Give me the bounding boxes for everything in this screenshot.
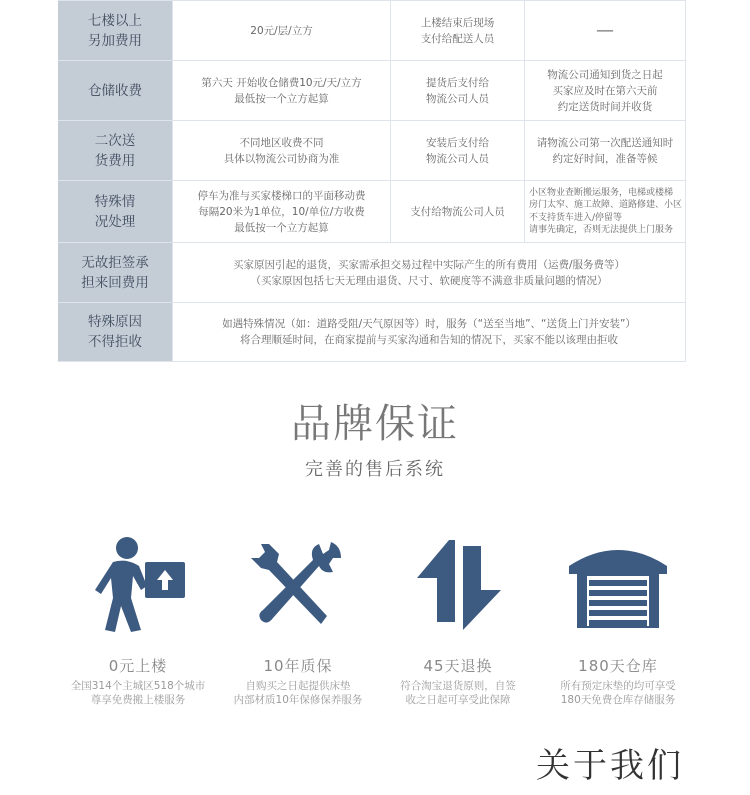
payment-cell: 安装后支付给 物流公司人员 — [390, 121, 524, 180]
feature-item — [58, 536, 218, 707]
payment-cell: 上楼结束后现场 支付给配送人员 — [390, 1, 524, 60]
table-row — [58, 0, 686, 60]
return-arrows-icon — [403, 536, 513, 632]
row-header: 特殊情 况处理 — [58, 181, 172, 242]
fee-table — [58, 0, 686, 362]
table-row — [58, 242, 686, 302]
note-cell: 请物流公司第一次配送通知时 约定好时间，准备等候 — [524, 121, 686, 180]
feature-title: 0元上楼 — [108, 657, 168, 675]
table-row — [58, 302, 686, 362]
feature-desc: 全国314个主城区518个城市 尊享免费搬上楼服务 — [70, 680, 206, 706]
row-header: 二次送 货费用 — [58, 121, 172, 180]
brand-title: 品牌保证 — [291, 401, 459, 447]
row-header: 无故拒签承 担来回费用 — [58, 243, 172, 302]
fee-cell: 20元/层/立方 — [172, 1, 390, 60]
feature-item — [378, 536, 538, 707]
feature-item — [538, 536, 698, 707]
feature-list — [58, 536, 698, 716]
brand-subtitle: 完善的售后系统 — [305, 459, 445, 480]
row-header: 七楼以上 另加费用 — [58, 1, 172, 60]
note-cell: 物流公司通知到货之日起 买家应及时在第六天前 约定送货时间并收货 — [524, 61, 686, 120]
feature-title: 45天退换 — [423, 657, 493, 675]
wrench-screwdriver-icon — [243, 536, 353, 632]
table-row — [58, 60, 686, 120]
fee-cell: 第六天 开始收仓储费10元/天/立方 最低按一个立方起算 — [172, 61, 390, 120]
warehouse-icon — [563, 536, 673, 632]
table-row — [58, 120, 686, 180]
delivery-person-icon — [83, 536, 193, 632]
wide-cell: 如遇特殊情况（如：道路受阻/天气原因等）时，服务（“送至当地”、“送货上门并安装”） 将合理顺延时间，在商家提前与买家沟通和告知的情况下，买家不能以该理由拒收 — [172, 303, 686, 361]
feature-desc: 自购买之日起提供床垫 内部材质10年保修保养服务 — [233, 680, 363, 706]
fee-cell: 停车为准与买家楼梯口的平面移动费 每隔20米为1单位，10/单位/方收费 最低按一个立方起算 — [172, 181, 390, 242]
feature-desc: 所有预定床垫的均可享受 180天免费仓库存储服务 — [560, 680, 676, 706]
payment-cell: 支付给物流公司人员 — [390, 181, 524, 242]
row-header: 特殊原因 不得拒收 — [58, 303, 172, 361]
feature-item — [218, 536, 378, 707]
feature-title: 10年质保 — [263, 657, 333, 675]
note-cell: — — [524, 1, 686, 60]
table-row — [58, 180, 686, 242]
fee-cell: 不同地区收费不同 具体以物流公司协商为准 — [172, 121, 390, 180]
about-us-title: 关于我们 — [536, 746, 684, 786]
payment-cell: 提货后支付给 物流公司人员 — [390, 61, 524, 120]
feature-desc: 符合淘宝退货原则，自签 收之日起可享受此保障 — [400, 680, 516, 706]
note-cell: 小区物业查断搬运服务，电梯或楼梯 房门太窄、施工故障、道路修建、小区 不支持货车进入/停留等 请事先确定，否则无法提供上门服务 — [524, 181, 686, 242]
row-header: 仓储收费 — [58, 61, 172, 120]
wide-cell: 买家原因引起的退货，买家需承担交易过程中实际产生的所有费用（运费/服务费等） （买家原因包括七天无理由退货、尺寸、软硬度等不满意非质量问题的情况） — [172, 243, 686, 302]
feature-title: 180天仓库 — [578, 657, 658, 675]
